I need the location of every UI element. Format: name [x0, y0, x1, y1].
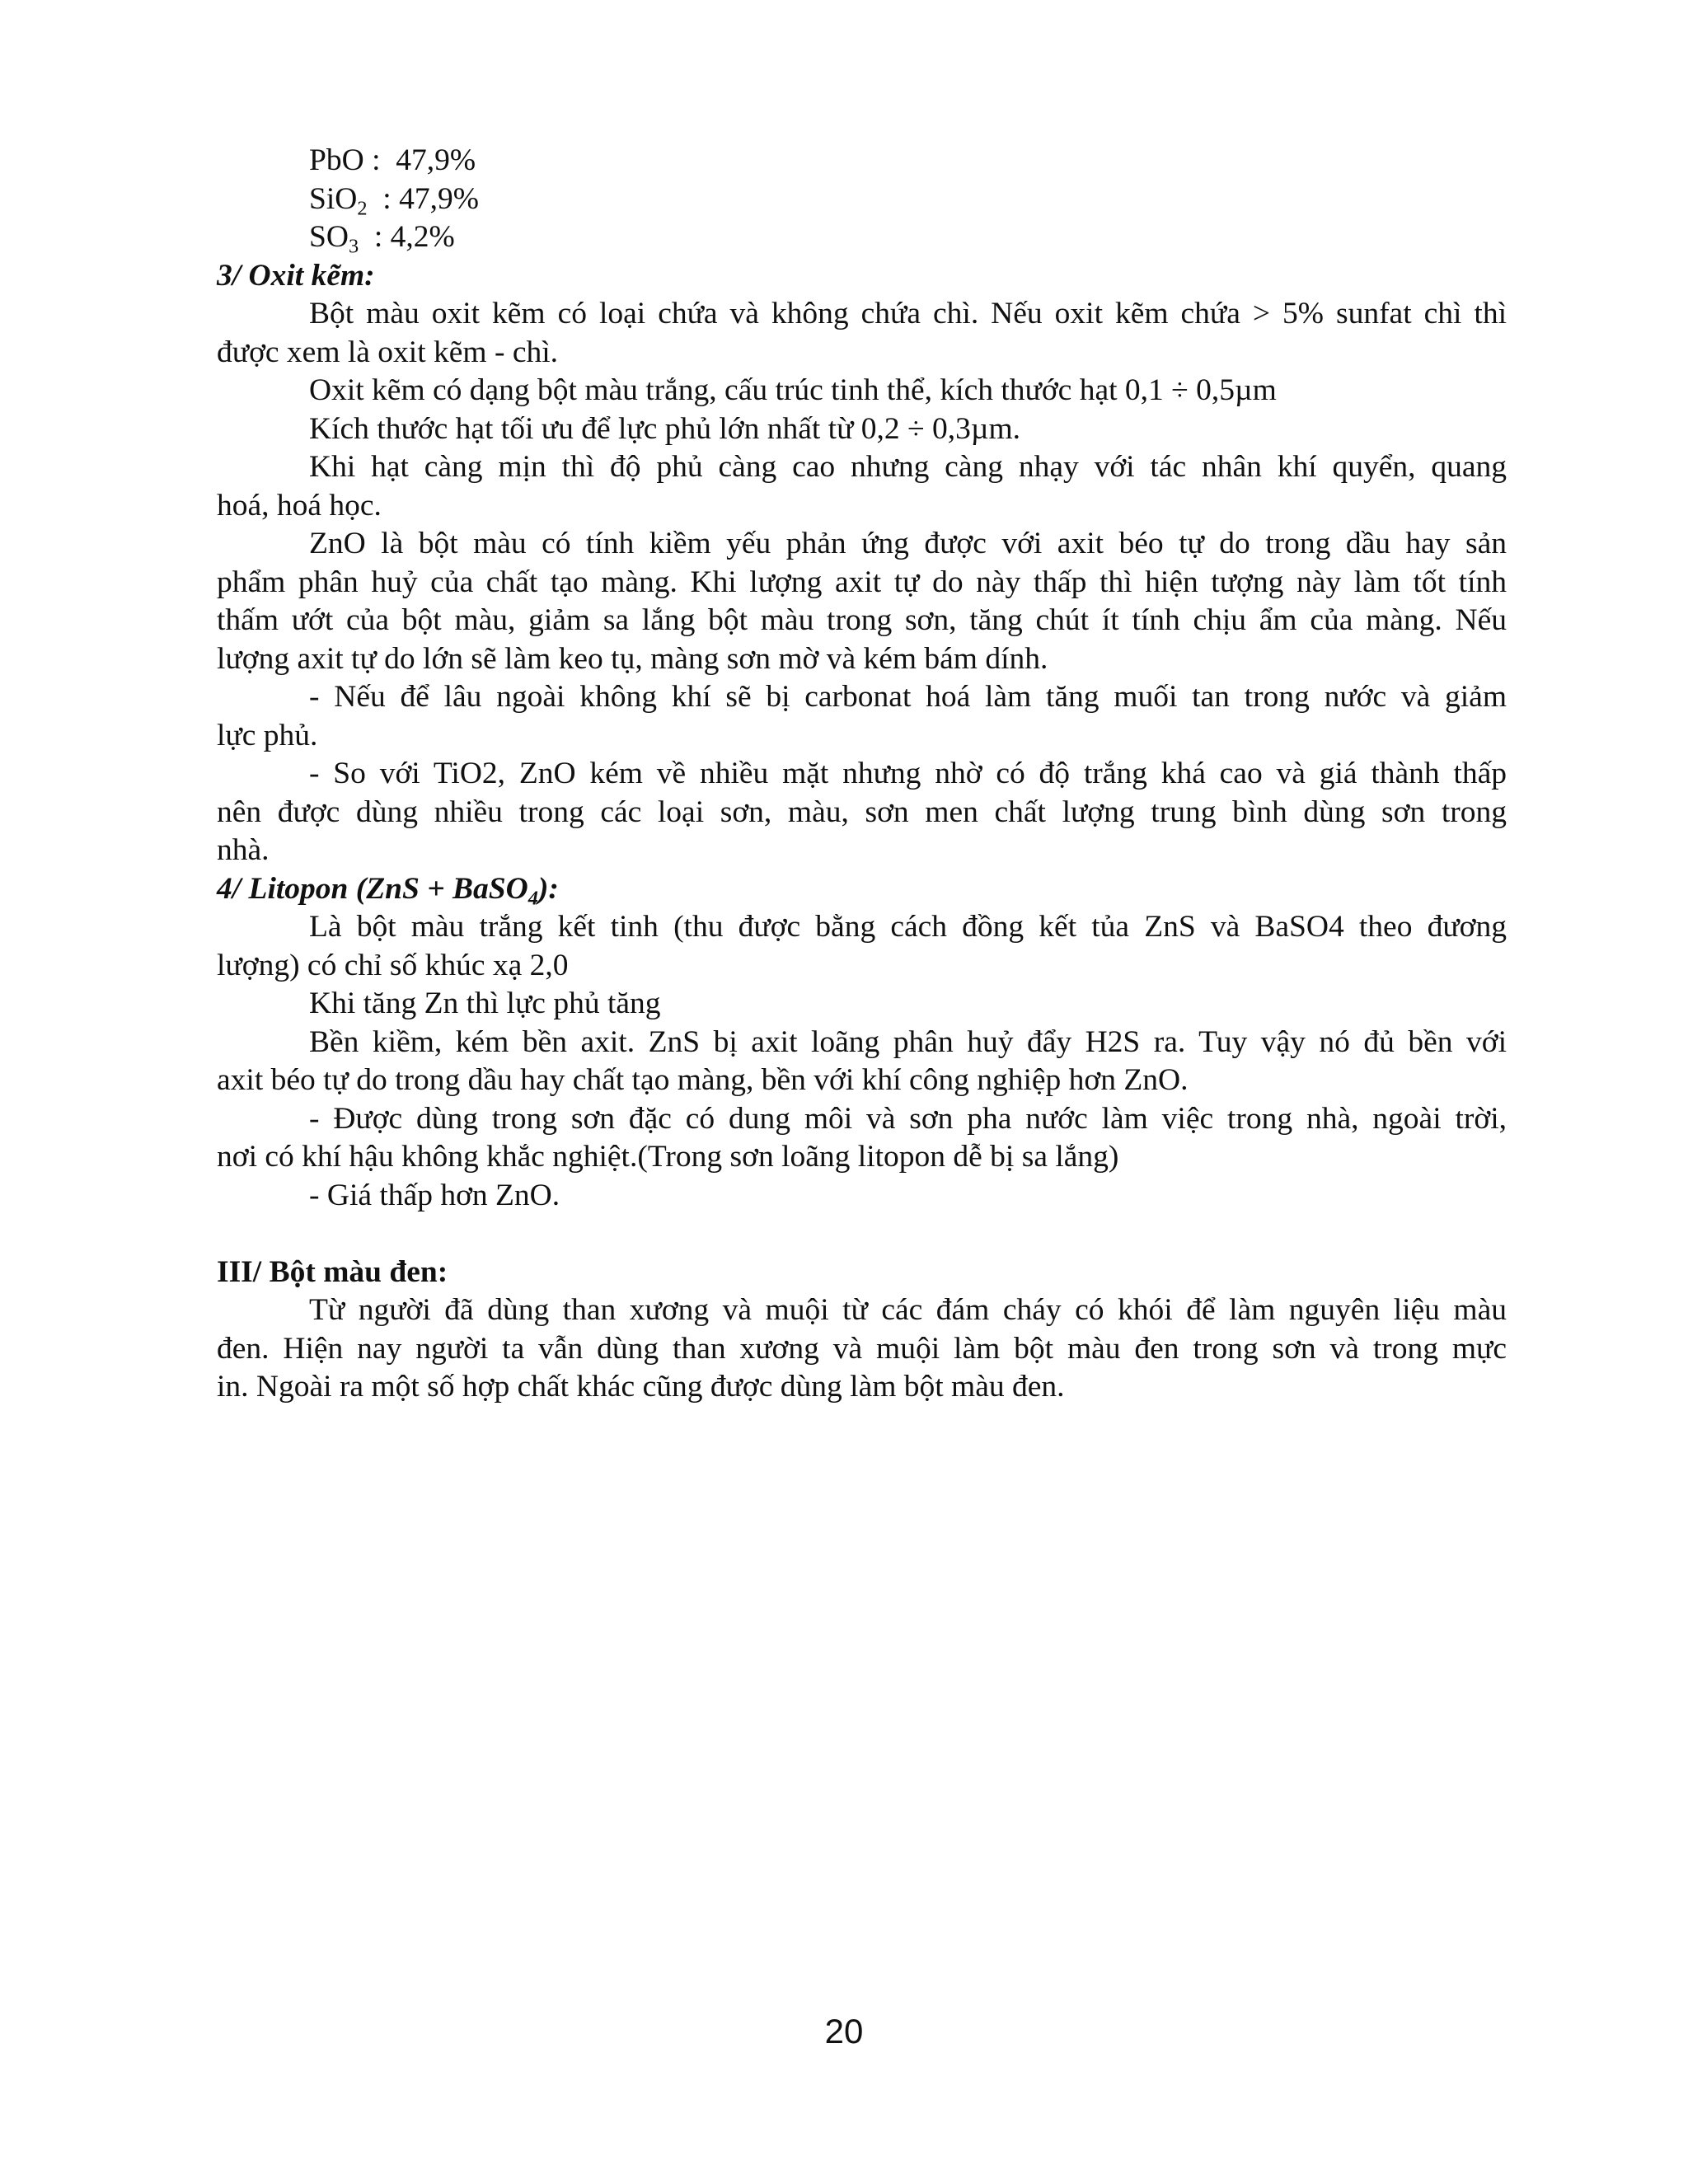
composition-item-sio2 — [217, 180, 1507, 219]
heading-text-end: ): — [537, 871, 559, 906]
paragraph-line: in. Ngoài ra một số hợp chất khác cũng được dùng làm bột màu đen. — [217, 1370, 1065, 1404]
paragraph-line: axit béo tự do trong dầu hay chất tạo màng, bền với khí công nghiệp hơn ZnO. — [217, 1063, 1189, 1097]
composition-value: : 47,9% — [363, 143, 476, 177]
paragraph-line: - Được dùng trong sơn đặc có dung môi và sơn pha nước làm việc trong nhà, ngoài trời, — [309, 1101, 1507, 1136]
section-heading-black-pigment: III/ Bột màu đen: — [217, 1254, 448, 1289]
paragraph-line: - Giá thấp hơn ZnO. — [309, 1178, 560, 1212]
paragraph-line: nhà. — [217, 833, 270, 867]
section-heading-litopon — [217, 870, 1507, 909]
paragraph-line: Là bột màu trắng kết tinh (thu được bằng cách đồng kết tủa ZnS và BaSO4 theo đương — [309, 910, 1507, 944]
composition-item-pbo — [217, 142, 1507, 180]
formula-subscript: 3 — [348, 235, 359, 258]
paragraph-line: lực phủ. — [217, 718, 318, 752]
paragraph-line: thấm ướt của bột màu, giảm sa lắng bột màu trong sơn, tăng chút ít tính chịu ẩm của màng. Nếu — [217, 603, 1507, 637]
composition-item-so3 — [217, 218, 1507, 257]
paragraph-line: đen. Hiện nay người ta vẫn dùng than xương và muội làm bột màu đen trong sơn và trong mực — [217, 1331, 1507, 1366]
document-page — [217, 142, 1507, 1407]
paragraph-line: Khi hạt càng mịn thì độ phủ càng cao nhưng càng nhạy với tác nhân khí quyển, quang — [309, 450, 1507, 484]
paragraph-line: ZnO là bột màu có tính kiềm yếu phản ứng được với axit béo tự do trong dầu hay sản — [309, 527, 1507, 560]
formula: SO — [309, 220, 349, 254]
paragraph-line: Bền kiềm, kém bền axit. ZnS bị axit loãng phân huỷ đẩy H2S ra. Tuy vậy nó đủ bền với — [309, 1024, 1507, 1059]
paragraph-line: - Nếu để lâu ngoài không khí sẽ bị carbonat hoá làm tăng muối tan trong nước và giảm — [309, 680, 1507, 714]
paragraph-line: Khi tăng Zn thì lực phủ tăng — [309, 987, 661, 1020]
paragraph-line: hoá, hoá học. — [217, 488, 382, 523]
composition-value: : 4,2% — [359, 220, 455, 254]
heading-text: 4/ Litopon (ZnS + BaSO — [217, 871, 528, 906]
paragraph-line: nơi có khí hậu không khắc nghiệt.(Trong sơn loãng litopon dễ bị sa lắng) — [217, 1140, 1119, 1174]
paragraph-line: Oxit kẽm có dạng bột màu trắng, cấu trúc tinh thể, kích thước hạt 0,1 ÷ 0,5µm — [309, 373, 1277, 407]
paragraph-line: Kích thước hạt tối ưu để lực phủ lớn nhất từ 0,2 ÷ 0,3µm. — [309, 411, 1021, 446]
formula: PbO — [309, 143, 364, 177]
page-number: 20 — [824, 2012, 864, 2050]
composition-value: : 47,9% — [367, 181, 479, 216]
formula-subscript: 4 — [528, 886, 538, 909]
paragraph-line: lượng) có chỉ số khúc xạ 2,0 — [217, 948, 569, 982]
paragraph-line: Từ người đã dùng than xương và muội từ các đám cháy có khói để làm nguyên liệu màu — [309, 1293, 1507, 1327]
paragraph-line: - So với TiO2, ZnO kém về nhiều mặt nhưng nhờ có độ trắng khá cao và giá thành thấp — [309, 757, 1507, 790]
formula-subscript: 2 — [357, 196, 368, 219]
blank-line — [217, 1215, 1507, 1254]
paragraph-line: nên được dùng nhiều trong các loại sơn, màu, sơn men chất lượng trung bình dùng sơn trong — [217, 794, 1507, 829]
paragraph-line: phẩm phân huỷ của chất tạo màng. Khi lượng axit tự do này thấp thì hiện tượng này làm tốt tính — [217, 565, 1507, 599]
paragraph-line: lượng axit tự do lớn sẽ làm keo tụ, màng sơn mờ và kém bám dính. — [217, 641, 1048, 676]
paragraph-line: Bột màu oxit kẽm có loại chứa và không chứa chì. Nếu oxit kẽm chứa > 5% sunfat chì thì — [309, 297, 1507, 330]
paragraph-line: được xem là oxit kẽm - chì. — [217, 335, 559, 369]
section-heading-zinc-oxide: 3/ Oxit kẽm: — [217, 258, 375, 293]
formula: SiO — [309, 181, 358, 216]
